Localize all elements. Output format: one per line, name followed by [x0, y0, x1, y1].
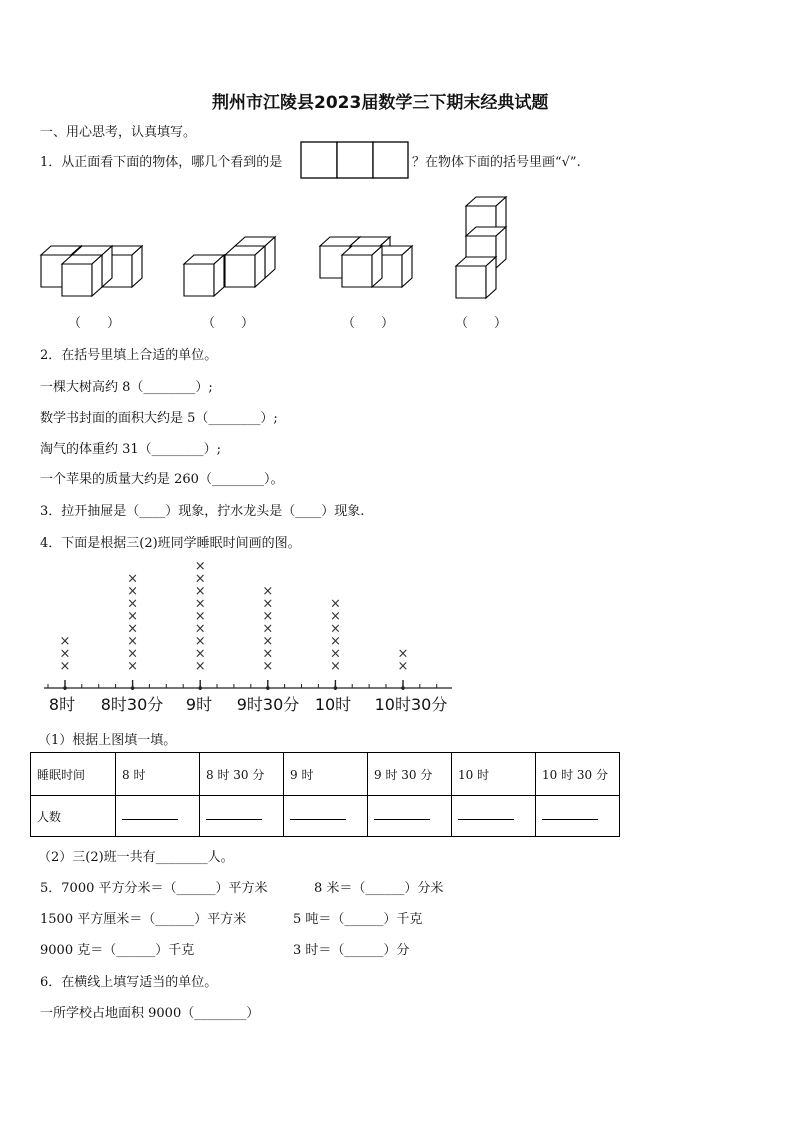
plot-x-mark: × [262, 609, 274, 624]
answer-paren-d[interactable]: （ ） [455, 316, 508, 331]
cube-figures [30, 183, 530, 308]
axis-point [198, 686, 202, 690]
plot-x-mark: × [329, 646, 341, 662]
q5-left-1: 5．7000 平方分米＝（______）平方米 [40, 881, 268, 896]
table-header-cell: 10 时 [452, 753, 536, 796]
q1-prefix: 1．从正面看下面的物体，哪几个看到的是 [40, 155, 283, 170]
plot-x-mark: × [127, 584, 139, 599]
answer-paren-c[interactable]: （ ） [342, 316, 395, 331]
q2-line-3: 淘气的体重约 31（________）; [40, 442, 222, 457]
q5-right-1: 8 米＝（______）分米 [314, 881, 444, 896]
q2-line-4: 一个苹果的质量大约是 260（________）。 [40, 472, 284, 487]
axis-tick-label: 10时30分 [374, 695, 448, 714]
plot-x-mark: × [194, 571, 206, 587]
axis-point [63, 686, 67, 690]
q4-sub1: （1）根据上图填一填。 [38, 733, 177, 748]
cube-figure-c [320, 237, 412, 287]
plot-x-mark: × [59, 634, 71, 649]
table-header-cell: 9 时 30 分 [368, 753, 452, 796]
plot-x-mark: × [397, 659, 409, 674]
axis-tick-label: 8时30分 [100, 695, 164, 714]
sleep-table [30, 752, 620, 837]
plot-x-mark: × [262, 584, 274, 599]
answer-paren-b[interactable]: （ ） [202, 316, 255, 331]
plot-x-mark: × [262, 646, 274, 662]
q4-sub2: （2）三(2)班一共有________人。 [38, 850, 234, 865]
axis-tick-label: 9时 [185, 695, 213, 714]
plot-x-mark: × [262, 634, 274, 649]
plot-x-mark: × [59, 646, 71, 662]
plot-x-mark: × [127, 659, 139, 674]
axis-point [401, 686, 405, 690]
page-title: 荆州市江陵县2023届数学三下期末经典试题 [212, 93, 549, 113]
plot-x-mark: × [397, 646, 409, 662]
plot-x-mark: × [194, 584, 206, 599]
q5-right-3: 3 时＝（______）分 [293, 943, 410, 958]
answer-blank[interactable] [368, 796, 452, 837]
plot-x-mark: × [194, 596, 206, 612]
plot-x-mark: × [127, 596, 139, 612]
q3-text: 3．拉开抽屉是（____）现象，拧水龙头是（____）现象. [40, 504, 365, 519]
plot-x-mark: × [329, 659, 341, 674]
section-heading: 一、用心思考，认真填写。 [40, 125, 197, 140]
plot-x-mark: × [194, 559, 206, 574]
q5-left-2: 1500 平方厘米＝（______）平方米 [40, 912, 247, 927]
q1-front-view-figure [300, 141, 410, 179]
axis-tick-label: 9时30分 [236, 695, 300, 714]
answer-blank[interactable] [116, 796, 200, 837]
plot-x-mark: × [194, 646, 206, 662]
axis-tick-label: 10时 [314, 695, 352, 714]
q2-line-1: 一棵大树高约 8（________）; [40, 380, 213, 395]
plot-x-mark: × [194, 659, 206, 674]
plot-x-mark: × [329, 621, 341, 637]
plot-x-mark: × [262, 659, 274, 674]
table-header-cell: 9 时 [284, 753, 368, 796]
cube-figure-d [456, 197, 506, 298]
axis-point [131, 686, 135, 690]
plot-x-mark: × [127, 571, 139, 587]
answer-blank[interactable] [452, 796, 536, 837]
q4-stem: 4．下面是根据三(2)班同学睡眠时间画的图。 [40, 536, 301, 551]
table-header-cell: 睡眠时间 [31, 753, 116, 796]
plot-x-mark: × [262, 621, 274, 637]
table-row-label: 人数 [31, 796, 116, 837]
answer-paren-a[interactable]: （ ） [68, 316, 121, 331]
plot-x-mark: × [127, 634, 139, 649]
answer-blank[interactable] [536, 796, 620, 837]
sleep-time-line-plot [0, 556, 470, 721]
q6-line-1: 一所学校占地面积 9000（________） [40, 1006, 260, 1021]
plot-x-mark: × [127, 646, 139, 662]
axis-point [266, 686, 270, 690]
plot-x-mark: × [59, 659, 71, 674]
plot-x-mark: × [194, 634, 206, 649]
table-header-cell: 8 时 [116, 753, 200, 796]
plot-x-mark: × [127, 609, 139, 624]
plot-x-mark: × [329, 609, 341, 624]
axis-tick-label: 8时 [48, 695, 76, 714]
plot-x-mark: × [329, 634, 341, 649]
cube-figure-b [184, 237, 275, 296]
q5-left-3: 9000 克＝（______）千克 [40, 943, 195, 958]
cube-figure-a [41, 246, 142, 296]
plot-x-mark: × [127, 621, 139, 637]
q6-stem: 6．在横线上填写适当的单位。 [40, 975, 218, 990]
answer-blank[interactable] [200, 796, 284, 837]
table-header-cell: 10 时 30 分 [536, 753, 620, 796]
q2-line-2: 数学书封面的面积大约是 5（________）; [40, 411, 278, 426]
plot-x-mark: × [262, 596, 274, 612]
q2-stem: 2．在括号里填上合适的单位。 [40, 348, 218, 363]
answer-blank[interactable] [284, 796, 368, 837]
plot-x-mark: × [194, 609, 206, 624]
table-header-cell: 8 时 30 分 [200, 753, 284, 796]
plot-x-mark: × [194, 621, 206, 637]
q5-right-2: 5 吨＝（______）千克 [293, 912, 423, 927]
axis-point [334, 686, 338, 690]
q1-suffix: ？在物体下面的括号里画“√”. [412, 155, 581, 170]
plot-x-mark: × [329, 596, 341, 612]
